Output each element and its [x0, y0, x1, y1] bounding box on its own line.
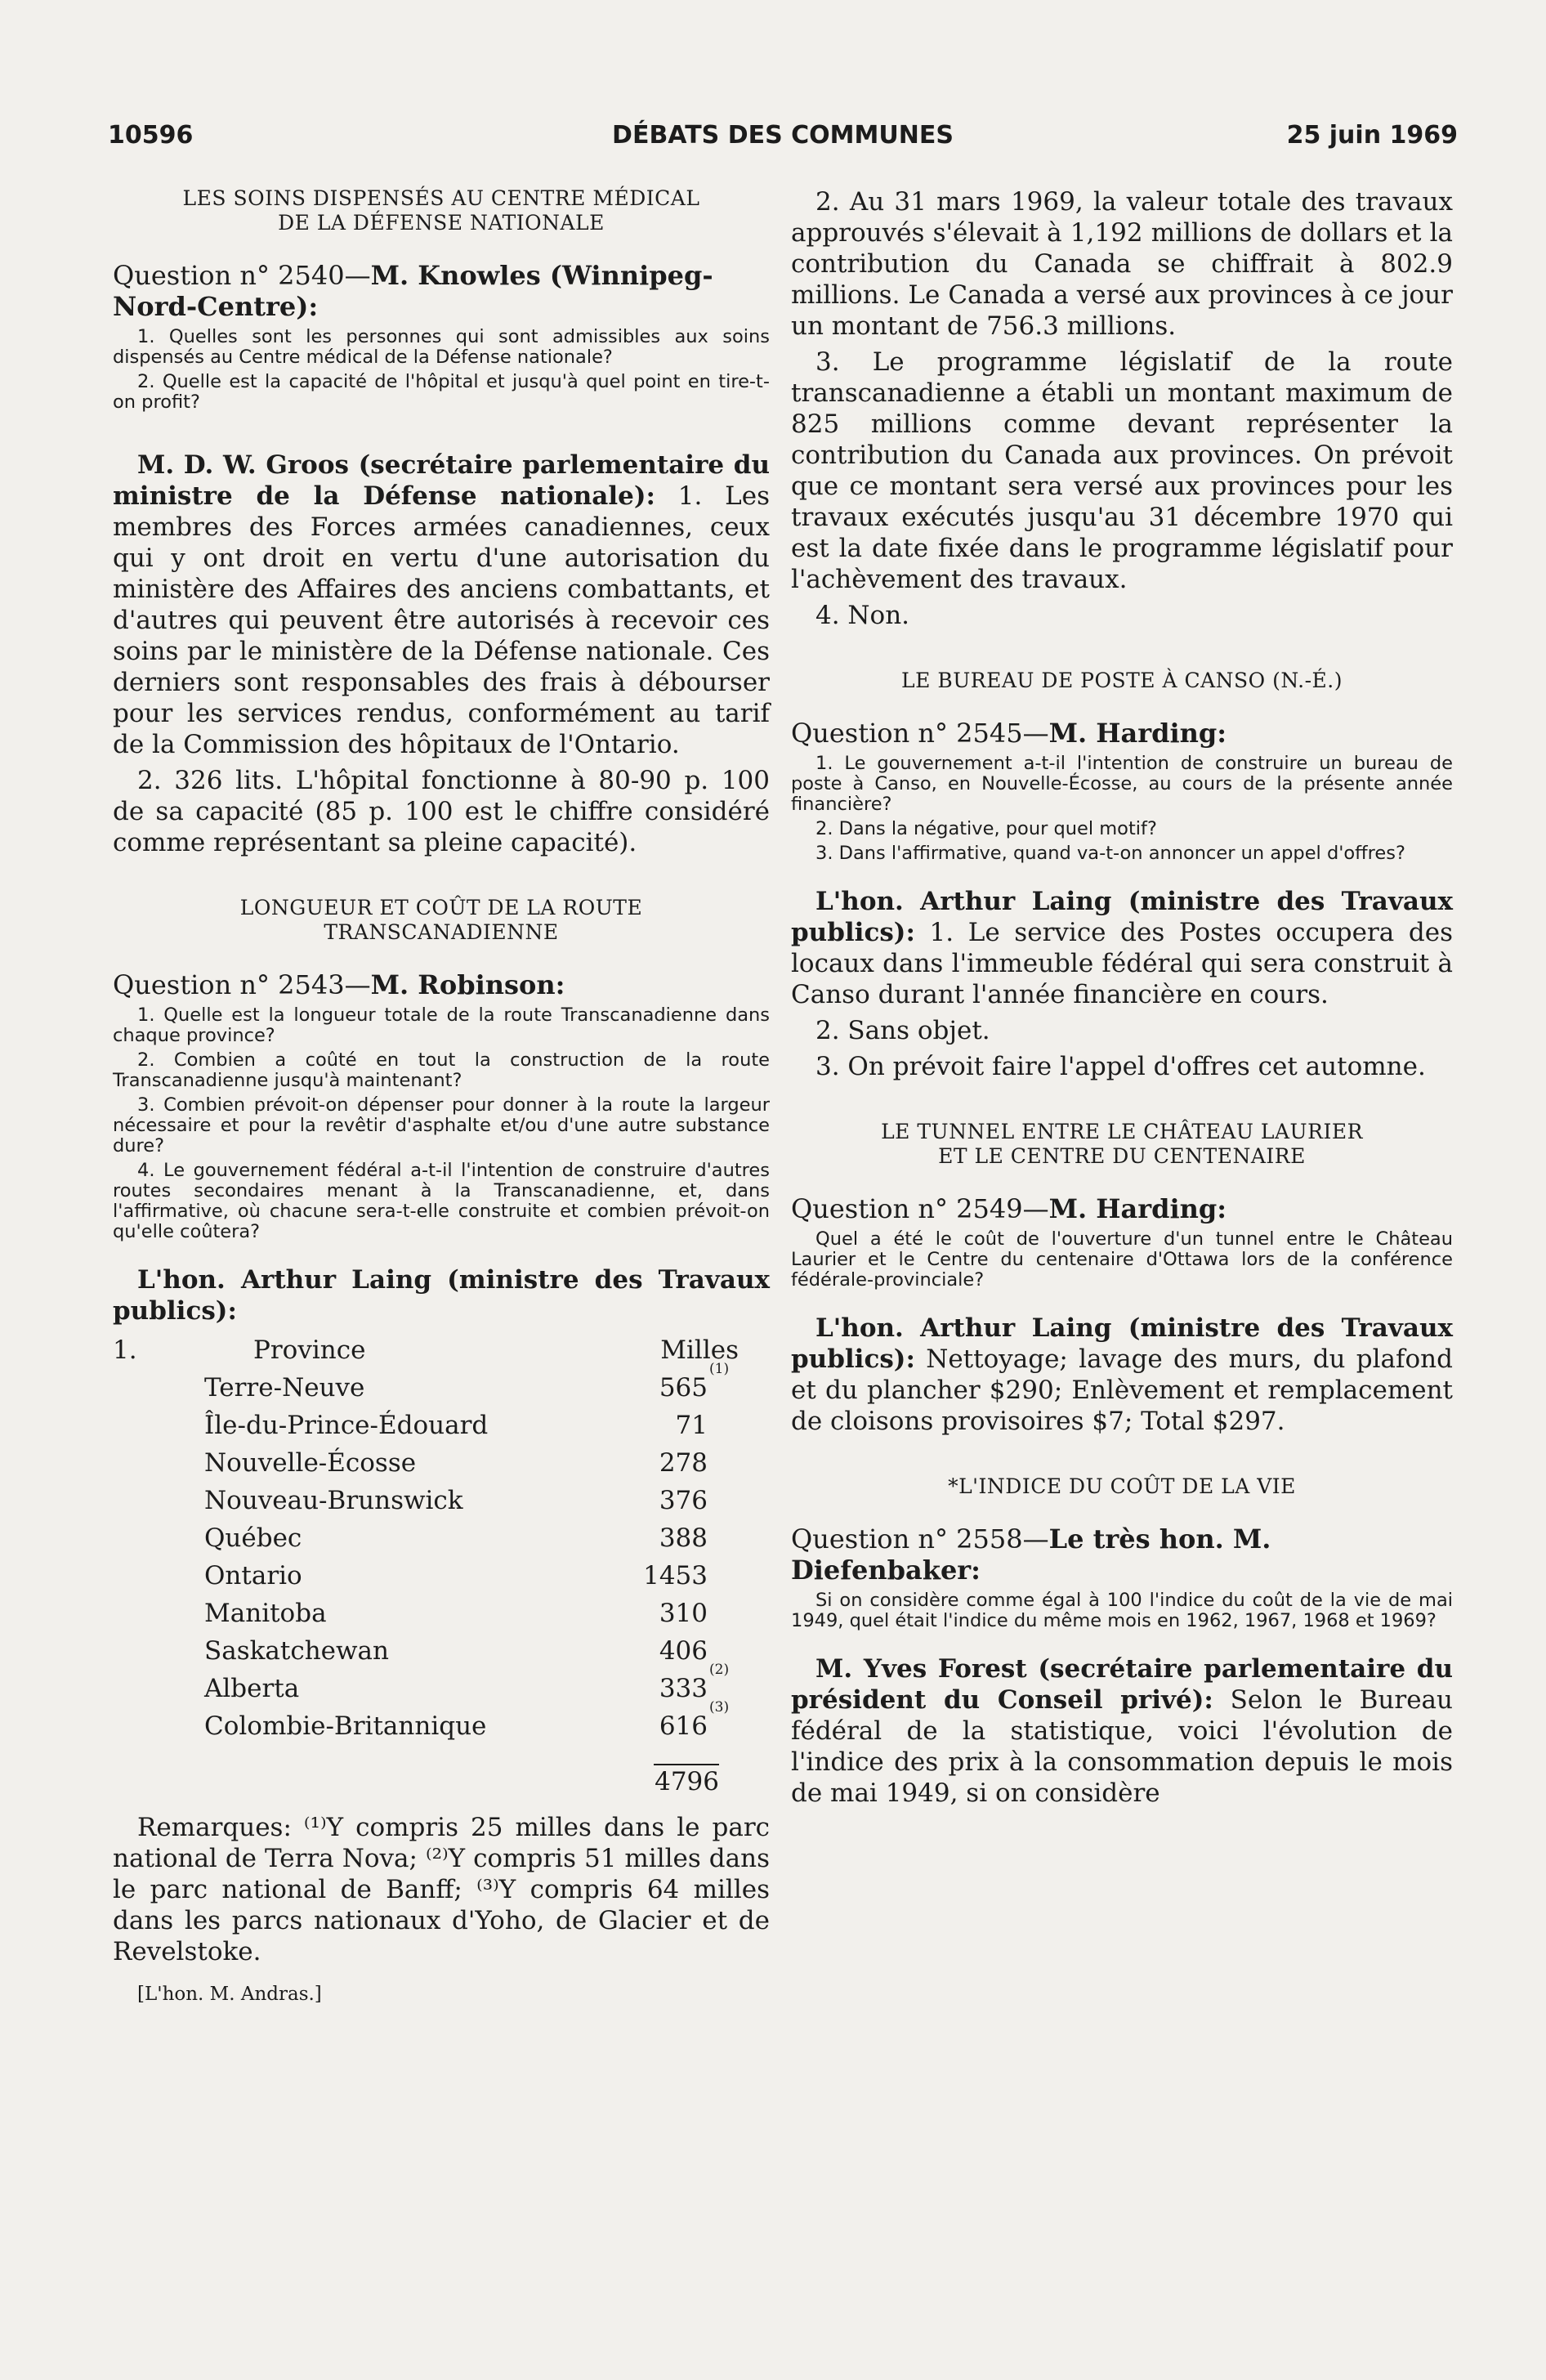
question-author: M. Harding: — [1048, 1193, 1227, 1224]
question-author: M. Knowles (Winnipeg-Nord-Centre): — [113, 260, 713, 322]
section-heading-canso — [791, 669, 1453, 693]
province-miles — [601, 1482, 755, 1519]
province-miles: 333 (2) — [659, 1662, 730, 1703]
question-text: 4. Le gouvernement fédéral a-t-il l'intention de construire d'autres routes secondaires menant à la Transcanadienne, et, dans l'affirmative, où chacune sera-t-elle construite et combien prévoit-on qu'elle coûtera? — [113, 1160, 770, 1242]
answer-paragraph — [791, 886, 1453, 1010]
column-header-miles: Milles — [660, 1335, 739, 1365]
province-name: Alberta — [204, 1674, 300, 1703]
table-row — [113, 1407, 755, 1444]
page-number: 10596 — [108, 121, 194, 150]
province-miles: 565 (1) — [659, 1361, 730, 1402]
question-number: Question n° 2540— — [113, 260, 371, 291]
total-miles: 4796 — [655, 1767, 719, 1796]
question-text: 1. Quelle est la longueur totale de la route Transcanadienne dans chaque province? — [113, 1004, 770, 1046]
table-total-row — [113, 1745, 755, 1794]
question-author: M. Robinson: — [370, 969, 565, 1000]
heading-line: LONGUEUR ET COÛT DE LA ROUTE — [239, 896, 643, 919]
question-text: 3. Dans l'affirmative, quand va-t-on annoncer un appel d'offres? — [815, 843, 1405, 864]
miles-value: 565 — [659, 1373, 708, 1402]
page-header — [108, 121, 1458, 157]
answer-paragraph: 3. On prévoit faire l'appel d'offres cet automne. — [815, 1052, 1426, 1081]
table-row — [113, 1670, 755, 1707]
answer-paragraph: 2. Au 31 mars 1969, la valeur totale des travaux approuvés s'élevait à 1,192 millions de dollars et la contribution du Canada se chiffrait à 802.9 millions. Le Canada a versé aux provinces à ce jour un montant de 756.3 millions. — [791, 187, 1453, 341]
province-name: Nouvelle-Écosse — [204, 1448, 417, 1478]
answer-paragraph: 2. 326 lits. L'hôpital fonctionne à 80-90 p. 100 de sa capacité (85 p. 100 est le chiffre considéré comme représentant sa pleine capacité). — [113, 766, 770, 857]
heading-line: TRANSCANADIENNE — [324, 920, 559, 944]
right-column — [791, 186, 1453, 1814]
province-miles — [601, 1519, 755, 1557]
question-text: Quel a été le coût de l'ouverture d'un tunnel entre le Château Laurier et le Centre du centenaire d'Ottawa lors de la conférence fédérale-provinciale? — [791, 1228, 1453, 1291]
table-row — [113, 1595, 755, 1632]
province-miles — [601, 1444, 755, 1482]
province-miles-table — [113, 1331, 755, 1794]
question-number: Question n° 2558— — [791, 1523, 1049, 1555]
province-name: Terre-Neuve — [204, 1373, 365, 1402]
answer-paragraph: 4. Non. — [815, 601, 910, 630]
section-heading-tunnel — [791, 1120, 1453, 1169]
answer-speaker: L'hon. Arthur Laing (ministre des Travaux publics): — [791, 887, 1453, 947]
table-row — [113, 1519, 755, 1557]
miles-value: 1453 — [643, 1561, 708, 1590]
province-name: Nouveau-Brunswick — [204, 1486, 463, 1515]
section-heading-transcanadienne — [113, 896, 770, 945]
province-name: Saskatchewan — [204, 1636, 390, 1666]
heading-line: ET LE CENTRE DU CENTENAIRE — [938, 1144, 1306, 1168]
section-heading-soins — [113, 186, 770, 235]
province-miles — [601, 1557, 755, 1595]
province-miles — [601, 1595, 755, 1632]
heading-line: LE TUNNEL ENTRE LE CHÂTEAU LAURIER — [881, 1120, 1363, 1143]
table-row — [113, 1482, 755, 1519]
question-text: Si on considère comme égal à 100 l'indice du coût de la vie de mai 1949, quel était l'indice du même mois en 1962, 1967, 1968 et 1969? — [791, 1590, 1453, 1631]
question-2545-header — [791, 718, 1453, 749]
answer-paragraph — [791, 1313, 1453, 1437]
miles-value: 376 — [659, 1486, 708, 1515]
miles-value: 388 — [659, 1523, 708, 1553]
miles-value: 406 — [659, 1636, 708, 1666]
table-row — [113, 1557, 755, 1595]
table-item-number: 1. — [113, 1335, 137, 1365]
publication-title: DÉBATS DES COMMUNES — [612, 121, 954, 150]
column-header-province: Province — [253, 1335, 366, 1365]
total-rule — [654, 1764, 719, 1765]
question-number: Question n° 2543— — [113, 969, 371, 1000]
answer-paragraph: 3. Le programme législatif de la route transcanadienne a établi un montant maximum de 825 millions comme devant représenter la contribution du Canada aux provinces. On prévoit que ce montant sera versé aux provinces pour les travaux exécutés jusqu'au 31 décembre 1970 qui est la date fixée dans le programme législatif pour l'achèvement des travaux. — [791, 347, 1453, 594]
answer-speaker: L'hon. Arthur Laing (ministre des Travaux publics): — [113, 1265, 770, 1326]
speaker-attribution: [L'hon. M. Andras.] — [137, 1984, 322, 2005]
province-name: Colombie-Britannique — [204, 1711, 487, 1741]
province-miles — [601, 1407, 755, 1444]
province-miles — [601, 1632, 755, 1670]
question-text: 2. Combien a coûté en tout la construction de la route Transcanadienne jusqu'à maintenant? — [113, 1049, 770, 1091]
heading-line: LE BUREAU DE POSTE À CANSO (N.-É.) — [901, 669, 1343, 692]
question-number: Question n° 2545— — [791, 718, 1049, 749]
answer-text: 1. Le service des Postes occupera des locaux dans l'immeuble fédéral qui sera construit à Canso durant l'année financière en cours. — [791, 918, 1453, 1009]
table-row — [113, 1369, 755, 1407]
province-name: Ontario — [204, 1561, 302, 1590]
answer-paragraph — [113, 1264, 770, 1326]
question-text: 3. Combien prévoit-on dépenser pour donner à la route la largeur nécessaire et pour la revêtir d'asphalte et/ou d'une autre substance dure? — [113, 1094, 770, 1156]
miles-value: 333 — [659, 1674, 708, 1703]
page-date: 25 juin 1969 — [1286, 121, 1458, 150]
miles-value: 278 — [659, 1448, 708, 1478]
question-text: 1. Quelles sont les personnes qui sont admissibles aux soins dispensés au Centre médical de la Défense nationale? — [113, 326, 770, 368]
question-text: 1. Le gouvernement a-t-il l'intention de construire un bureau de poste à Canso, en Nouvelle-Écosse, au cours de la présente année financière? — [791, 753, 1453, 815]
left-column — [113, 186, 770, 2006]
answer-paragraph — [791, 1653, 1453, 1809]
heading-line: *L'INDICE DU COÛT DE LA VIE — [948, 1474, 1296, 1498]
section-heading-indice — [791, 1474, 1453, 1499]
answer-paragraph: 2. Sans objet. — [815, 1016, 990, 1045]
province-miles: 616 (3) — [659, 1699, 730, 1741]
question-author: Le très hon. M. Diefenbaker: — [791, 1523, 1271, 1586]
heading-line: DE LA DÉFENSE NATIONALE — [278, 211, 605, 235]
miles-value: 310 — [659, 1599, 708, 1628]
answer-text: Selon le Bureau fédéral de la statistique, voici l'évolution de l'indice des prix à la consommation depuis le mois de mai 1949, si on considère — [791, 1685, 1453, 1808]
table-header-row — [113, 1331, 755, 1369]
table-row — [113, 1444, 755, 1482]
miles-value: 616 — [659, 1711, 708, 1741]
answer-speaker: L'hon. Arthur Laing (ministre des Travaux publics): — [791, 1313, 1453, 1374]
question-text: 2. Dans la négative, pour quel motif? — [815, 818, 1157, 839]
question-2549-header — [791, 1193, 1453, 1224]
table-row — [113, 1707, 755, 1745]
question-2543-header — [113, 969, 770, 1000]
province-name: Manitoba — [204, 1599, 327, 1628]
miles-value: 71 — [675, 1411, 708, 1440]
answer-speaker: M. Yves Forest (secrétaire parlementaire du président du Conseil privé): — [791, 1654, 1453, 1715]
answer-text: 1. Les membres des Forces armées canadiennes, ceux qui y ont droit en vertu d'une autorisation du ministère des Affaires des anciens combattants, et d'autres qui peuvent être autorisés à recevoir ces soins par le ministère de la Défense nationale. Ces derniers sont responsables des frais à débourser pour les services rendus, conformément au tarif de la Commission des hôpitaux de l'Ontario. — [113, 481, 770, 759]
answer-speaker: M. D. W. Groos (secrétaire parlementaire du ministre de la Défense nationale): — [113, 450, 770, 511]
province-name: Québec — [204, 1523, 302, 1553]
heading-line: LES SOINS DISPENSÉS AU CENTRE MÉDICAL — [182, 186, 700, 210]
question-number: Question n° 2549— — [791, 1193, 1049, 1224]
answer-text: Nettoyage; lavage des murs, du plafond et du plancher $290; Enlèvement et remplacement de cloisons provisoires $7; Total $297. — [791, 1344, 1453, 1436]
question-text: 2. Quelle est la capacité de l'hôpital et jusqu'à quel point en tire-t-on profit? — [113, 371, 770, 413]
table-row — [113, 1632, 755, 1670]
province-name: Île-du-Prince-Édouard — [204, 1411, 489, 1440]
question-author: M. Harding: — [1048, 718, 1227, 749]
question-2540-header — [113, 260, 770, 322]
question-2558-header — [791, 1523, 1453, 1586]
answer-paragraph — [113, 450, 770, 760]
remarks-paragraph: Remarques: ⁽¹⁾Y compris 25 milles dans le parc national de Terra Nova; ⁽²⁾Y compris 51 milles dans le parc national de Banff; ⁽³⁾Y compris 64 milles dans les parcs nationaux d'Yoho, de Glacier et de Revelstoke. — [113, 1813, 770, 1966]
